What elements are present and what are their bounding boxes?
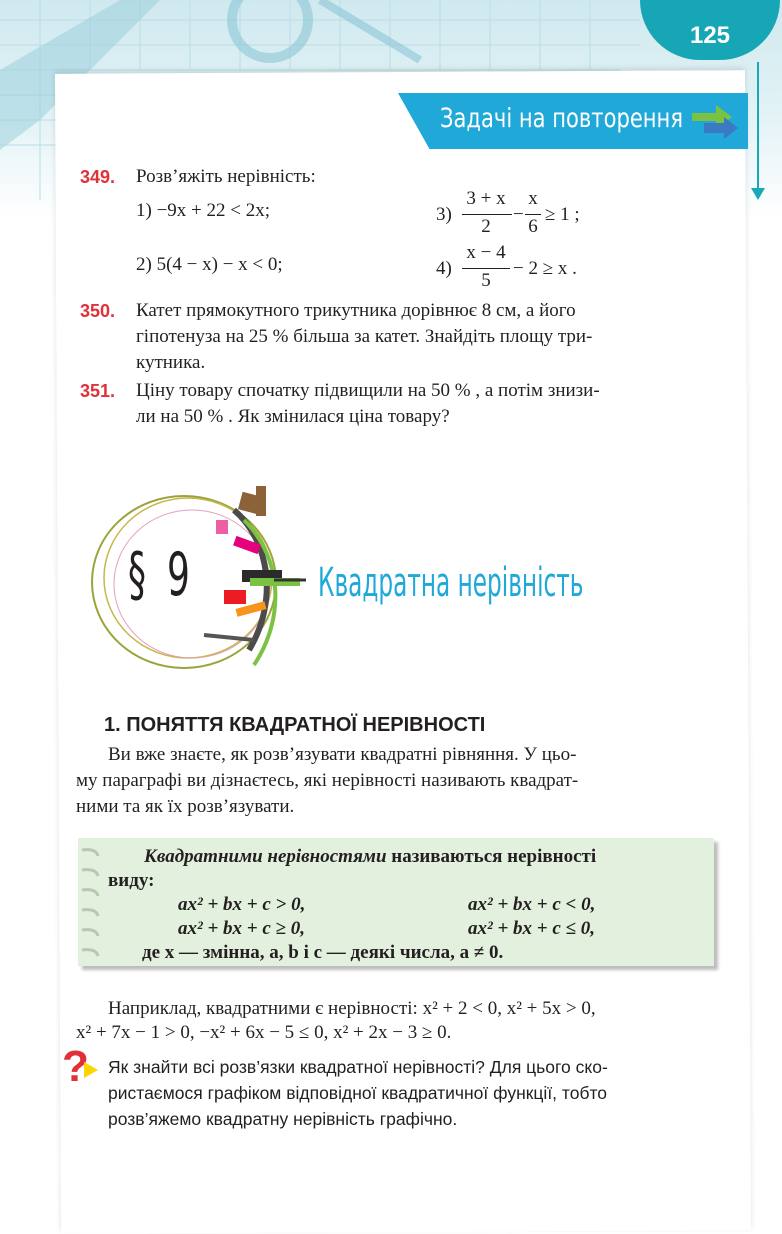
definition-last-line: де x — змінна, a, b і c — деякі числа, a ≠ 0. [142, 942, 504, 963]
problem-line: Ціну товару спочатку підвищили на 50 % , а потім знизи- [136, 380, 600, 401]
fraction-bar [462, 214, 512, 215]
definition-term: Квадратними нерівностями [144, 846, 387, 867]
fraction-tail: ≥ 1 ; [545, 204, 580, 225]
formula: ax² + bx + c > 0, [178, 894, 306, 915]
item-label: 3) [436, 204, 452, 225]
section-ring-graphic [84, 480, 314, 680]
example-line: x² + 7x − 1 > 0, −x² + 6x − 5 ≤ 0, x² + 2x − 3 ≥ 0. [76, 1022, 452, 1043]
fraction-denominator: 6 [528, 216, 538, 237]
definition-box [78, 838, 714, 966]
question-line: Як знайти всі розв’язки квадратної нерівності? Для цього ско- [108, 1057, 608, 1077]
formula: ax² + bx + c < 0, [468, 894, 596, 915]
formula: ax² + bx + c ≥ 0, [178, 918, 305, 939]
problem-number: 350. [80, 301, 116, 321]
problem-text: Розв’яжіть нерівність: [136, 166, 316, 187]
pointer-triangle-icon [84, 1062, 98, 1078]
fraction-tail: − 2 ≥ x . [513, 258, 577, 279]
review-banner [398, 93, 748, 149]
fraction-numerator: x [528, 188, 538, 209]
definition-line-1 [144, 846, 596, 868]
section-symbol: § 9 [128, 540, 195, 610]
problem-number: 351. [80, 381, 116, 401]
fraction-denominator: 5 [481, 270, 491, 291]
question-line: ристаємося графіком відповідної квадратичної функції, тобто [108, 1083, 608, 1103]
intro-line: Ви вже знаєте, як розв’язувати квадратні рівняння. У цьо- [108, 744, 577, 765]
problem-number: 349. [80, 167, 116, 187]
fraction-bar [462, 268, 510, 269]
definition-line-2: виду: [108, 870, 155, 891]
question-line: розв’яжемо квадратну нерівність графічно. [108, 1109, 458, 1129]
page-number: 125 [689, 22, 731, 49]
problem-line: Катет прямокутного трикутника дорівнює 8 см, а його [136, 300, 576, 321]
problem-line: гіпотенуза на 25 % більша за катет. Знайдіть площу три- [136, 326, 593, 347]
side-arrow-icon [751, 188, 765, 200]
fraction-denominator: 2 [481, 216, 491, 237]
review-title: Задачі на повторення [440, 103, 683, 134]
problem-item: 1) −9x + 22 < 2x; [136, 200, 271, 221]
question-mark-icon: ? [62, 1042, 89, 1091]
item-label: 4) [436, 258, 452, 279]
definition-rest: називаються нерівності [386, 846, 597, 867]
double-arrow-icon [690, 101, 742, 141]
problem-item: 2) 5(4 − x) − x < 0; [136, 254, 283, 275]
example-line: Наприклад, квадратними є нерівності: x² + 2 < 0, x² + 5x > 0, [108, 998, 596, 1019]
intro-line: му параграфі ви дізнаєтесь, які нерівності називають квадрат- [76, 770, 579, 791]
fraction-bar [525, 214, 541, 215]
subsection-title: 1. ПОНЯТТЯ КВАДРАТНОЇ НЕРІВНОСТІ [104, 714, 486, 736]
notebook-rings-icon [80, 844, 104, 964]
fraction-numerator: x − 4 [466, 242, 506, 263]
section-title: Квадратна нерівність [318, 560, 584, 606]
problem-line: ли на 50 % . Як змінилася ціна товару? [136, 406, 450, 427]
formula: ax² + bx + c ≤ 0, [468, 918, 595, 939]
side-guide-line [757, 62, 759, 190]
fraction-numerator: 3 + x [466, 188, 506, 209]
intro-line: ними та як їх розв’язувати. [76, 796, 295, 817]
minus-sign: − [513, 204, 524, 225]
problem-line: кутника. [136, 352, 206, 373]
